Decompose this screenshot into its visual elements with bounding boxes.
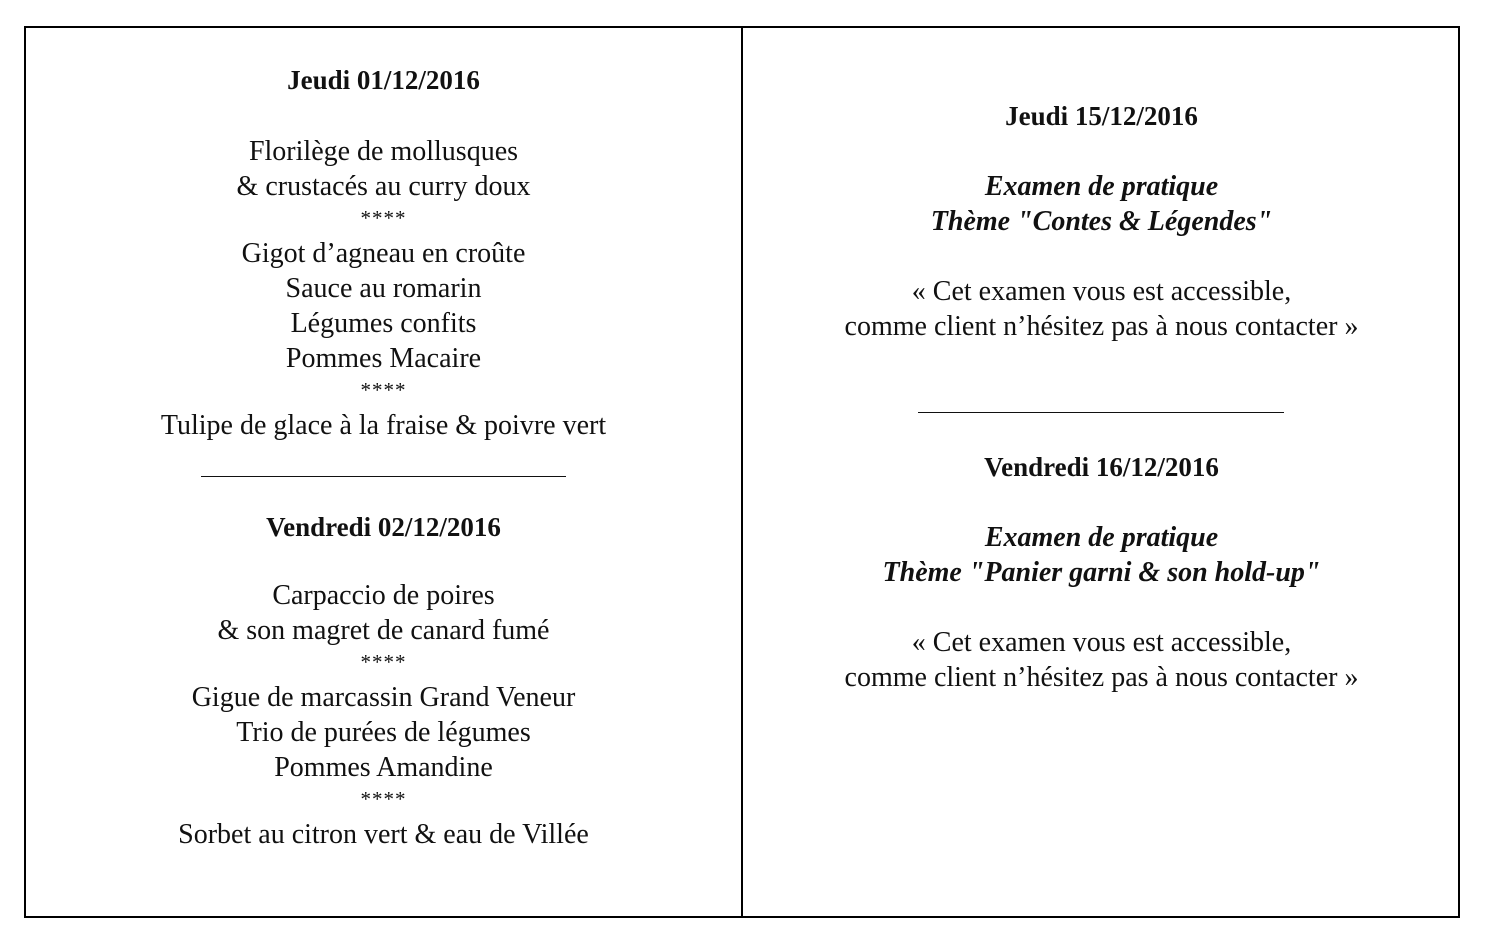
menu-date-heading: Vendredi 02/12/2016	[266, 512, 501, 542]
exam-theme: Thème "Contes & Légendes"	[930, 206, 1273, 237]
right-column	[743, 0, 1460, 948]
menu-line: & crustacés au curry doux	[236, 171, 531, 202]
section-rule	[918, 412, 1284, 413]
menu-line: Légumes confits	[290, 308, 477, 339]
exam-title: Examen de pratique	[984, 522, 1219, 553]
menu-line: Pommes Amandine	[274, 752, 493, 783]
menu-line: Carpaccio de poires	[272, 580, 495, 611]
left-column	[26, 0, 741, 948]
course-separator: ****	[360, 206, 407, 230]
menu-line: Gigue de marcassin Grand Veneur	[191, 682, 576, 713]
exam-title: Examen de pratique	[984, 171, 1219, 202]
exam-theme: Thème "Panier garni & son hold-up"	[882, 557, 1321, 588]
menu-line: Trio de purées de légumes	[236, 717, 531, 748]
exam-note: « Cet examen vous est accessible,	[911, 276, 1292, 307]
section-rule	[201, 476, 566, 477]
exam-note: comme client n’hésitez pas à nous contacter »	[844, 662, 1359, 693]
exam-date-heading: Vendredi 16/12/2016	[984, 452, 1219, 482]
menu-line: Pommes Macaire	[285, 343, 482, 374]
course-separator: ****	[360, 378, 407, 402]
menu-date-heading: Jeudi 01/12/2016	[287, 65, 480, 95]
exam-note: comme client n’hésitez pas à nous contacter »	[844, 311, 1359, 342]
menu-line: Tulipe de glace à la fraise & poivre vert	[160, 410, 607, 441]
course-separator: ****	[360, 650, 407, 674]
menu-line: Sorbet au citron vert & eau de Villée	[178, 819, 589, 850]
menu-line: Florilège de mollusques	[248, 136, 519, 167]
exam-date-heading: Jeudi 15/12/2016	[1005, 101, 1198, 131]
menu-line: Sauce au romarin	[285, 273, 482, 304]
menu-line: Gigot d’agneau en croûte	[241, 238, 526, 269]
menu-line: & son magret de canard fumé	[217, 615, 550, 646]
course-separator: ****	[360, 787, 407, 811]
exam-note: « Cet examen vous est accessible,	[911, 627, 1292, 658]
